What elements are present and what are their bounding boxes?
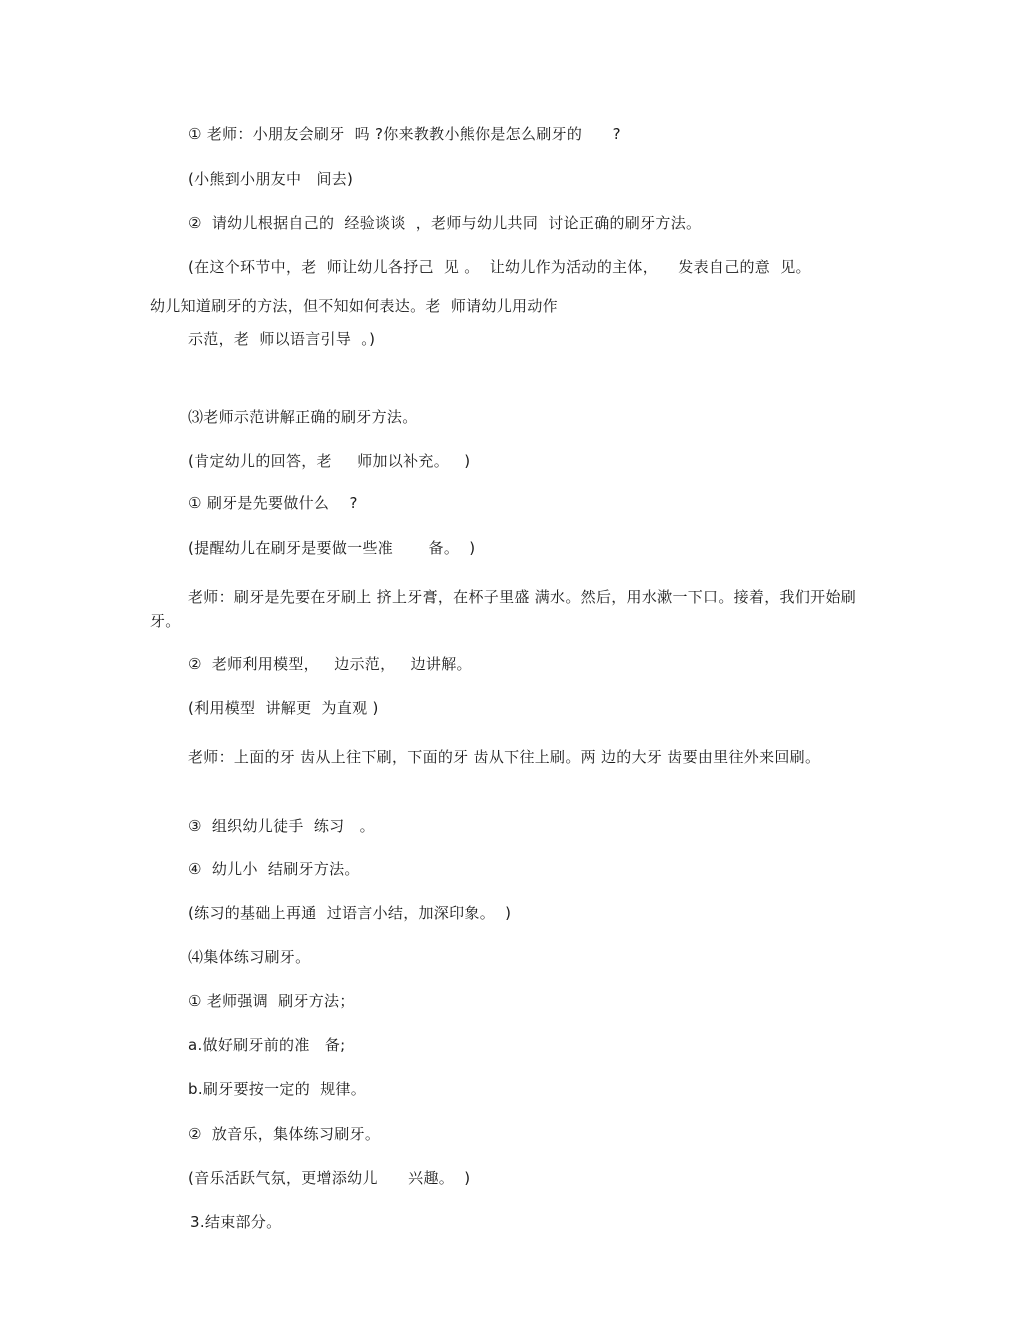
text-line: (练习的基础上再通 过语言小结，加深印象。 ): [188, 904, 512, 922]
text-line: 示范，老 师以语言引导 。): [188, 330, 376, 348]
text-line: 幼儿知道刷牙的方法，但不知如何表达。老 师请幼儿用动作: [150, 297, 558, 315]
text-line: b.刷牙要按一定的 规律。: [188, 1080, 367, 1098]
text-line: ② 请幼儿根据自己的 经验谈谈 ，老师与幼儿共同 讨论正确的刷牙方法。: [188, 214, 702, 232]
paragraph: 老师：刷牙是先要在牙刷上 挤上牙膏，在杯子里盛 满水。然后，用水漱一下口。接着，我们开始刷牙。: [150, 588, 857, 630]
text-line: (小熊到小朋友中 间去): [188, 170, 354, 188]
section-heading: ⑶老师示范讲解正确的刷牙方法。: [188, 408, 418, 426]
text-line: ② 老师利用模型， 边示范， 边讲解。: [188, 655, 472, 673]
section-heading: ⑷集体练习刷牙。: [188, 948, 311, 966]
text-line: ③ 组织幼儿徒手 练习 。: [188, 817, 375, 835]
text-line: ① 老师强调 刷牙方法；: [188, 992, 355, 1010]
text-line: (利用模型 讲解更 为直观 ): [188, 699, 379, 717]
text-line: (在这个环节中，老 师让幼儿各抒己 见 。 让幼儿作为活动的主体， 发表自己的意 见。: [188, 258, 811, 276]
text-line: ④ 幼儿小 结刷牙方法。: [188, 860, 360, 878]
text-line: ② 放音乐，集体练习刷牙。: [188, 1125, 381, 1143]
text-line: (肯定幼儿的回答，老 师加以补充。 ): [188, 452, 471, 470]
text-line: ① 刷牙是先要做什么 ?: [188, 494, 358, 512]
text-line: ① 老师：小朋友会刷牙 吗 ?你来教教小熊你是怎么刷牙的 ?: [188, 125, 621, 143]
section-heading: 3.结束部分。: [190, 1213, 282, 1231]
text-line: (音乐活跃气氛，更增添幼儿 兴趣。 ): [188, 1169, 471, 1187]
paragraph: 老师：上面的牙 齿从上往下刷，下面的牙 齿从下往上刷。两 边的大牙 齿要由里往外来回刷。: [188, 748, 821, 766]
text-line: (提醒幼儿在刷牙是要做一些准 备。 ): [188, 539, 476, 557]
text-line: a.做好刷牙前的准 备;: [188, 1036, 346, 1054]
